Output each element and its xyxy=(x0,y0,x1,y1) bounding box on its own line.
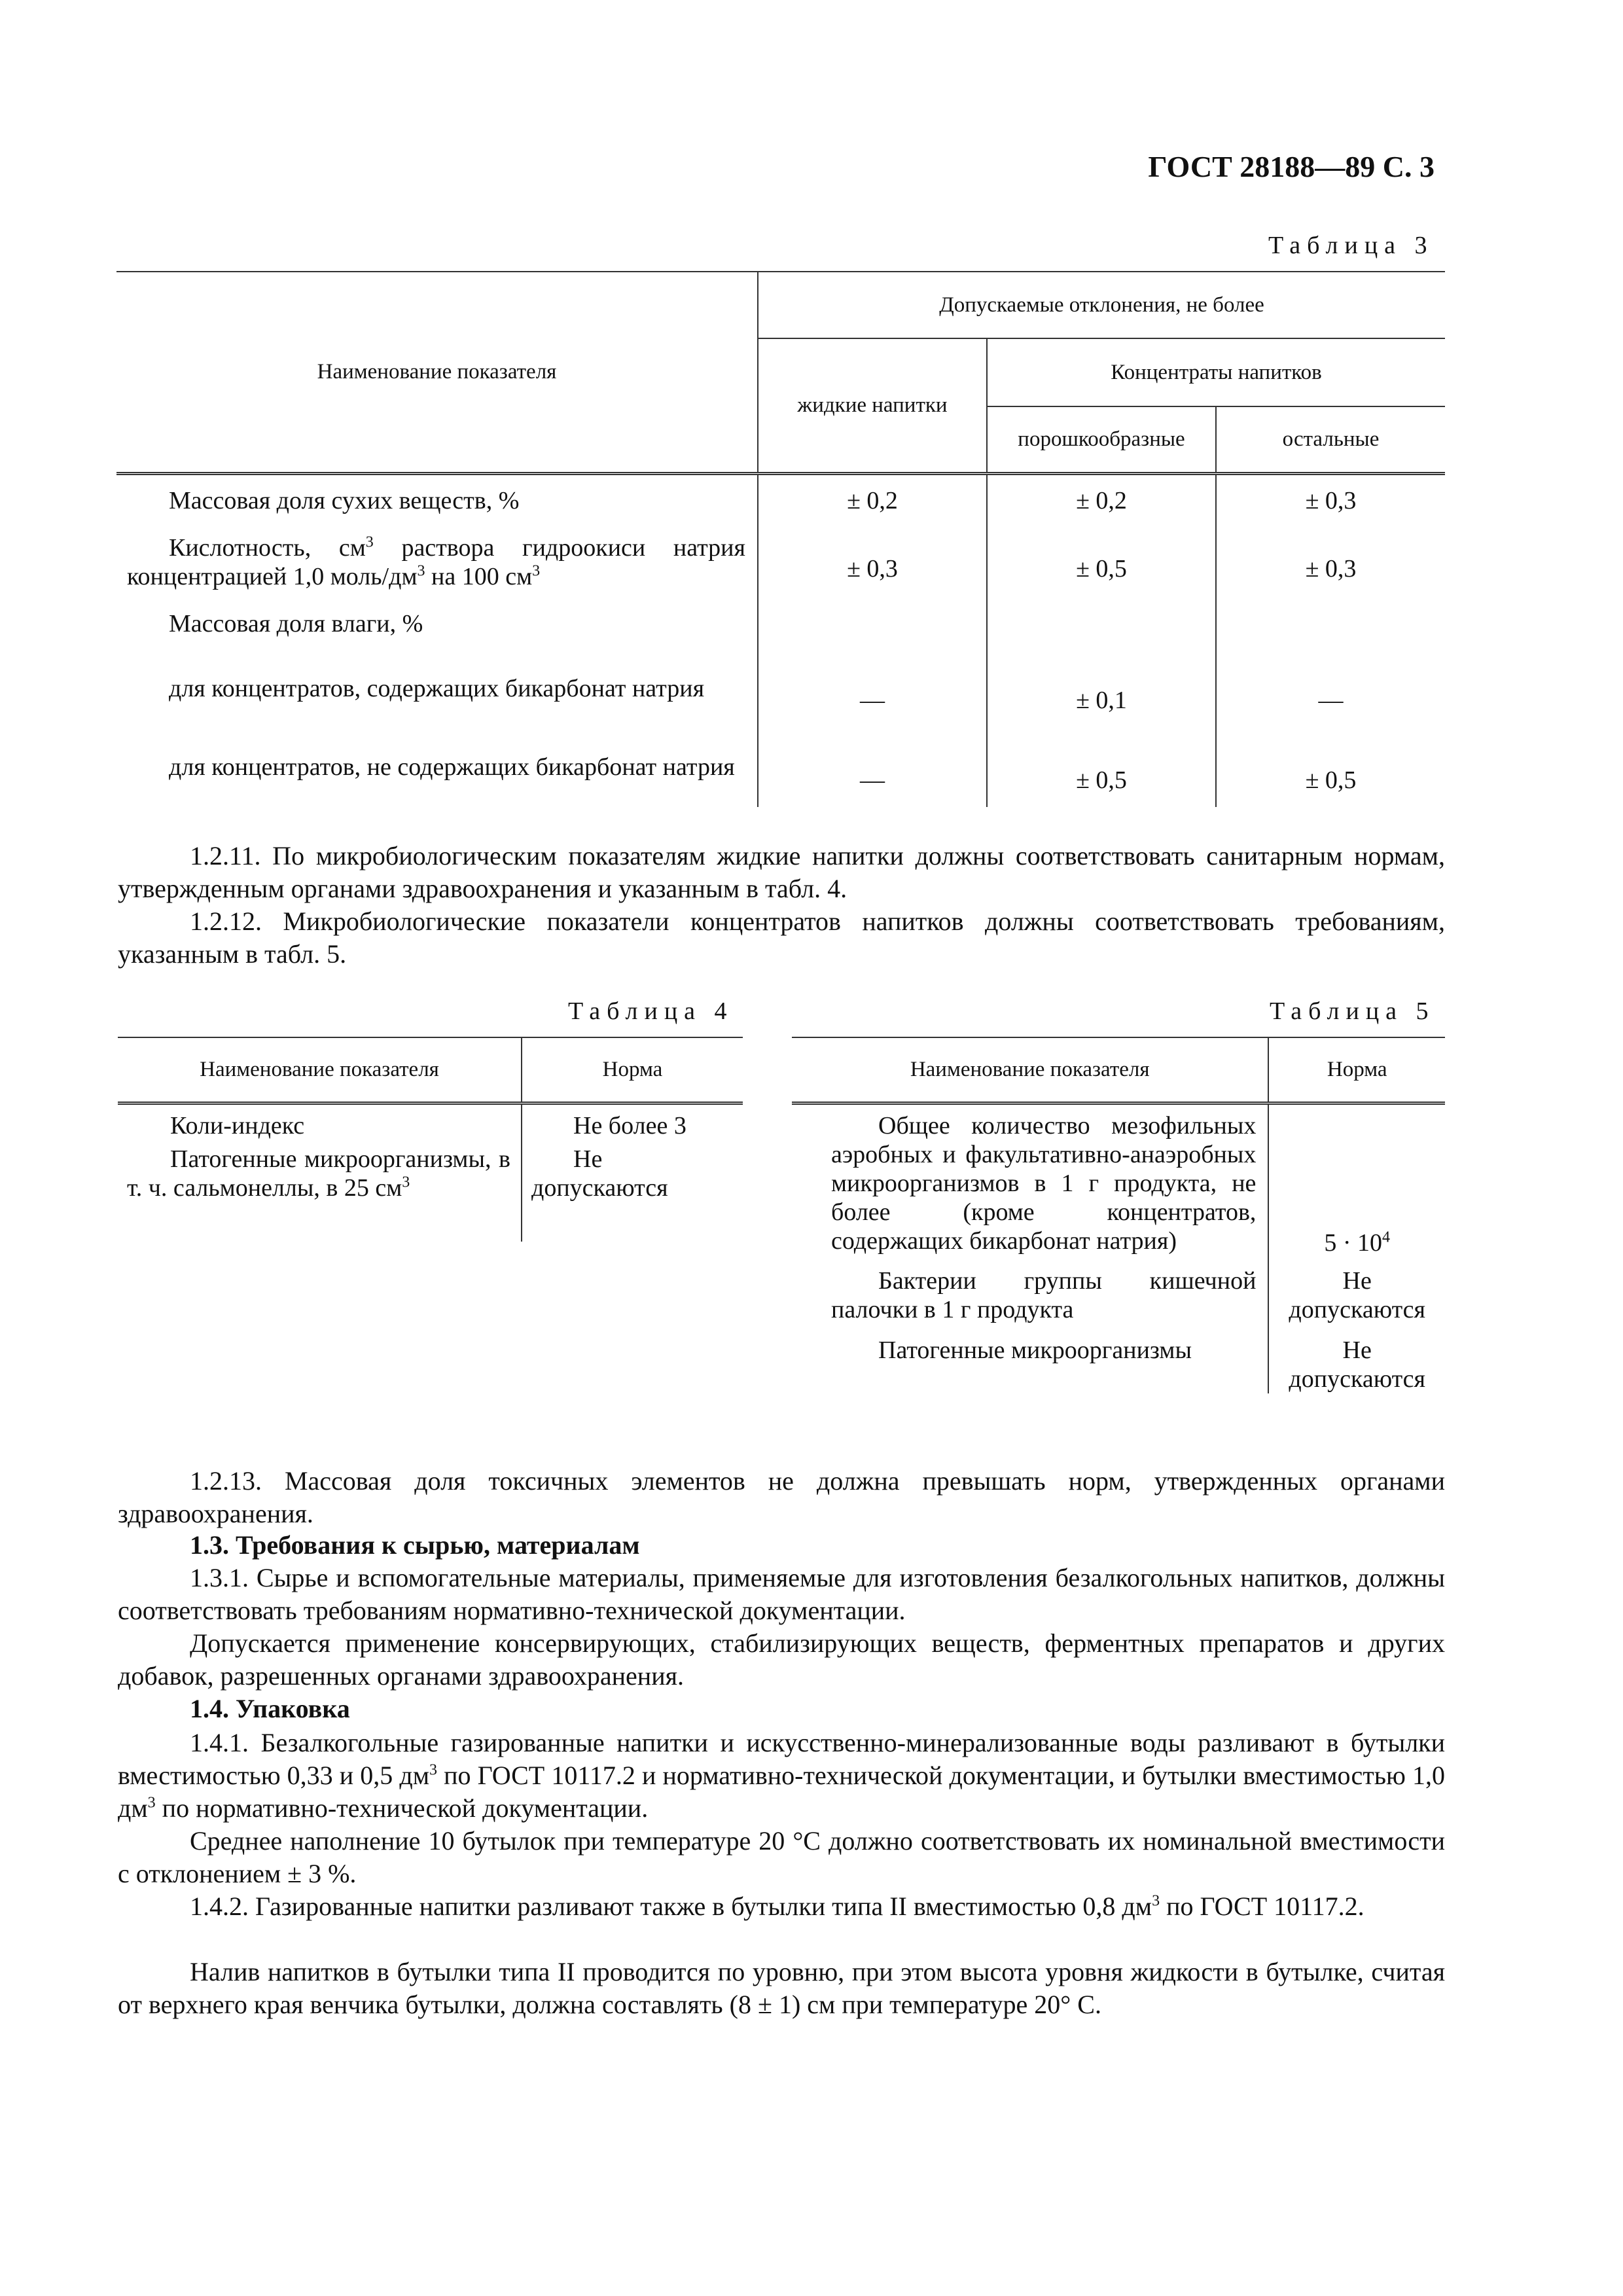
table-row xyxy=(118,1145,743,1242)
table-row xyxy=(116,527,1445,598)
table4 xyxy=(118,1037,743,1242)
t4-row-name: Коли-индекс xyxy=(118,1103,522,1145)
t3-row-name: Кислотность, $см^3$ раствора гидроокиси натрия концентрацией 1,0 моль/$дм^3$ на 100 $см^3$ xyxy=(116,527,758,598)
t3-cell: — xyxy=(1318,687,1344,714)
table5 xyxy=(792,1037,1445,1393)
t3-row-name: для концентратов, содержащих бикарбонат натрия xyxy=(116,650,758,727)
t3-cell: ± 0,3 xyxy=(1305,487,1357,515)
t3-header-concentrates: Концентраты напитков xyxy=(987,338,1445,406)
table-row xyxy=(116,598,1445,650)
t5-cell-norm: Не допускаются xyxy=(1289,1336,1425,1393)
table-row xyxy=(118,1103,743,1145)
t3-cell: ± 0,3 xyxy=(1305,555,1357,583)
t3-cell: — xyxy=(758,727,987,807)
t3-header-powder: порошкообразные xyxy=(987,406,1216,473)
table-row xyxy=(792,1328,1445,1393)
table4-caption: Таблица 4 xyxy=(568,997,734,1025)
para-fill: Среднее наполнение 10 бутылок при температуре 20 °С должно соответствовать их номинальной вместимости с отклонением ± 3 %. xyxy=(118,1826,1445,1888)
t3-row-name: Массовая доля сухих веществ, % xyxy=(116,473,758,527)
t5-header-norm: Норма xyxy=(1268,1037,1445,1103)
t3-cell: ± 0,5 xyxy=(987,727,1216,807)
table3-caption: Таблица 3 xyxy=(1268,232,1434,259)
t3-cell: ± 0,2 xyxy=(987,473,1216,527)
t3-row-name: Массовая доля влаги, % xyxy=(116,598,758,650)
t5-header-name: Наименование показателя xyxy=(792,1037,1268,1103)
t4-row-name: Патогенные микроорганизмы, в т. ч. сальмонеллы, в 25 $см^3$ xyxy=(118,1145,522,1242)
t5-row-name: Бактерии группы кишечной палочки в 1 г продукта xyxy=(792,1260,1268,1328)
t5-cell-norm: Не допускаются xyxy=(1289,1267,1425,1323)
t3-cell: ± 0,1 xyxy=(987,650,1216,727)
table5-caption: Таблица 5 xyxy=(1270,997,1435,1025)
t3-cell: ± 0,2 xyxy=(758,473,987,527)
t5-row-name: Патогенные микроорганизмы xyxy=(792,1328,1268,1393)
t4-header-norm: Норма xyxy=(522,1037,743,1103)
t5-cell-norm: $5 \cdot 10^4$ xyxy=(1324,1229,1391,1257)
t4-header-name: Наименование показателя xyxy=(118,1037,522,1103)
table-row xyxy=(792,1103,1445,1260)
para-allowed: Допускается применение консервирующих, стабилизирующих веществ, ферментных препаратов и других добавок, разрешенных органами здравоохранения. xyxy=(118,1628,1445,1691)
para-1-2-11: 1.2.11. По микробиологическим показателям жидкие напитки должны соответствовать санитарным нормам, утвержденным органами здравоохранения и указанным в табл. 4. xyxy=(118,841,1445,903)
para-1-2-12: 1.2.12. Микробиологические показатели концентратов напитков должны соответствовать требованиям, указанным в табл. 5. xyxy=(118,906,1445,969)
t3-cell: ± 0,5 xyxy=(987,527,1216,598)
table-row xyxy=(116,650,1445,727)
table3 xyxy=(116,271,1445,807)
t4-cell-norm: Не допускаются xyxy=(531,1145,668,1202)
heading-1-3: 1.3. Требования к сырью, материалам xyxy=(190,1530,640,1560)
t3-cell: ± 0,5 xyxy=(1305,766,1357,794)
t3-header-deviation: Допускаемые отклонения, не более xyxy=(758,272,1445,338)
t3-cell: ± 0,3 xyxy=(758,527,987,598)
t3-header-liquid: жидкие напитки xyxy=(758,338,987,473)
para-1-4-1: 1.4.1. Безалкогольные газированные напитки и искусственно-минерализованные воды разливают в бутылки вместимостью 0,33 и 0,5 $дм^3$ по ГОСТ 10117.2 и нормативно-технической документации, и бутылки вместимостью 1,0 $дм^3$ по нормативно-технической документации. xyxy=(118,1728,1445,1823)
t3-header-other: остальные xyxy=(1216,406,1445,473)
table-row xyxy=(116,473,1445,527)
t3-row-name: для концентратов, не содержащих бикарбонат натрия xyxy=(116,727,758,807)
t5-row-name: Общее количество мезофильных аэробных и факультативно-анаэробных микроорганизмов в 1 г продукта, не более (кроме концентратов, содержащих бикарбонат натрия) xyxy=(792,1103,1268,1260)
para-1-2-13: 1.2.13. Массовая доля токсичных элементов не должна превышать норм, утвержденных органами здравоохранения. xyxy=(118,1466,1445,1528)
page-header: ГОСТ 28188—89 С. 3 xyxy=(1148,150,1435,183)
para-1-3-1: 1.3.1. Сырье и вспомогательные материалы, применяемые для изготовления безалкогольных напитков, должны соответствовать требованиям нормативно-технической документации. xyxy=(118,1563,1445,1625)
t3-header-name: Наименование показателя xyxy=(116,272,758,473)
t3-cell: — xyxy=(758,650,987,727)
heading-1-4: 1.4. Упаковка xyxy=(190,1694,350,1723)
para-level: Налив напитков в бутылки типа II проводится по уровню, при этом высота уровня жидкости в бутылке, считая от верхнего края венчика бутылки, должна составлять (8 ± 1) см при температуре 20° С. xyxy=(118,1957,1445,2019)
table-row xyxy=(116,727,1445,807)
t4-cell-norm: Не более 3 xyxy=(573,1111,687,1139)
para-1-4-2: 1.4.2. Газированные напитки разливают также в бутылки типа II вместимостью 0,8 $дм^3$ по ГОСТ 10117.2. xyxy=(190,1892,1364,1921)
table-row xyxy=(792,1260,1445,1328)
